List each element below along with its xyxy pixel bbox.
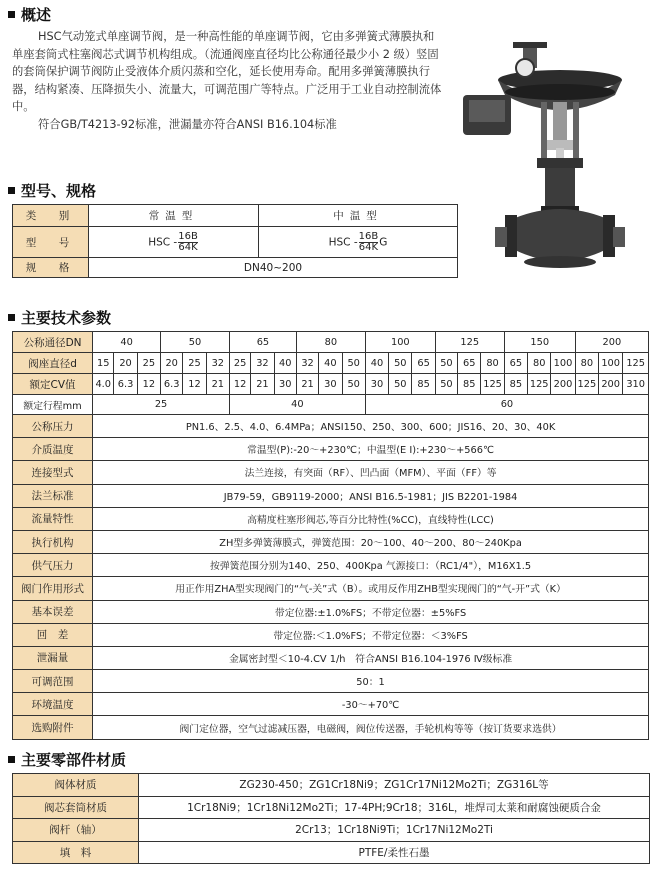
row-label: 阀杆（轴）	[13, 819, 139, 842]
standard-paragraph: 符合GB/T4213-92标准，泄漏量亦符合ANSI B16.104标准	[38, 117, 337, 131]
cell: 常温型	[89, 205, 259, 227]
cell: 125	[623, 353, 649, 374]
row-label: 基本误差	[13, 600, 93, 623]
square-bullet-icon	[8, 314, 15, 321]
cell: 12	[229, 374, 250, 395]
row-label: 规 格	[13, 258, 89, 278]
cell: 40	[365, 353, 388, 374]
row-label: 类 别	[13, 205, 89, 227]
fraction-numerator: 16B	[178, 230, 198, 242]
cell: 25	[137, 353, 160, 374]
row-value: 用正作用ZHA型实现阀门的“气-关”式（B）。或用反作用ZHB型实现阀门的“气-开”式（K）	[93, 577, 649, 600]
pressure-fraction	[178, 232, 198, 253]
row-value: 1Cr18Ni9；1Cr18Ni12Mo2Ti；17-4PH;9Cr18；316L，堆焊司太莱和耐腐蚀硬质合金	[139, 796, 650, 819]
table-row	[13, 796, 650, 819]
fraction-numerator: 16B	[358, 230, 379, 242]
model-code-normal	[89, 227, 259, 258]
model-suffix: G	[379, 236, 388, 248]
cell: 80	[528, 353, 551, 374]
row-label: 回 差	[13, 623, 93, 646]
table-row	[13, 693, 649, 716]
cell: 50	[435, 374, 457, 395]
row-value: 50：1	[93, 670, 649, 693]
cell: 50	[389, 374, 412, 395]
cell: 65	[458, 353, 481, 374]
row-label: 阀门作用形式	[13, 577, 93, 600]
cell: 4.0	[93, 374, 114, 395]
cell: 25	[229, 353, 250, 374]
cell: 20	[161, 353, 183, 374]
cell: 21	[206, 374, 229, 395]
row-label: 环境温度	[13, 693, 93, 716]
row-label: 型 号	[13, 227, 89, 258]
row-value: 带定位器:＜1.0%FS；不带定位器：＜3%FS	[93, 623, 649, 646]
pressure-fraction	[359, 232, 379, 253]
row-label: 供气压力	[13, 554, 93, 577]
cell: 125	[435, 332, 504, 353]
row-value: 金属密封型＜10-4.CV 1/h 符合ANSI B16.104-1976 Ⅳ级标准	[93, 646, 649, 669]
fraction-denominator: 64K	[178, 241, 198, 253]
table-row	[13, 554, 649, 577]
cell: 50	[342, 374, 365, 395]
row-label: 执行机构	[13, 530, 93, 553]
cell: 85	[504, 374, 527, 395]
params-heading: 主要技术参数	[8, 307, 111, 328]
cell: 21	[251, 374, 274, 395]
row-label: 可调范围	[13, 670, 93, 693]
cell: 50	[435, 353, 457, 374]
cell: 85	[458, 374, 481, 395]
cell: 15	[93, 353, 114, 374]
cell: 30	[274, 374, 296, 395]
row-value: 2Cr13；1Cr18Ni9Ti；1Cr17Ni12Mo2Ti	[139, 819, 650, 842]
cell: 85	[412, 374, 435, 395]
cell: 32	[251, 353, 274, 374]
row-label: 泄漏量	[13, 646, 93, 669]
fraction-denominator: 64K	[358, 241, 379, 253]
cell: 100	[365, 332, 435, 353]
cell: 50	[161, 332, 230, 353]
row-label: 流量特性	[13, 507, 93, 530]
cell: 65	[412, 353, 435, 374]
cell: 中温型	[259, 205, 458, 227]
cell: 30	[365, 374, 388, 395]
table-row	[13, 438, 649, 461]
cell: 65	[229, 332, 296, 353]
row-label: 阀座直径d	[13, 353, 93, 374]
overview-text	[12, 28, 442, 133]
materials-heading: 主要零部件材质	[8, 749, 126, 770]
row-value: 带定位器:±1.0%FS；不带定位器：±5%FS	[93, 600, 649, 623]
table-row	[13, 623, 649, 646]
cell: 200	[599, 374, 623, 395]
cell: 150	[504, 332, 575, 353]
cell: 125	[481, 374, 504, 395]
table-row	[13, 353, 649, 374]
cell: 200	[575, 332, 648, 353]
table-row	[13, 332, 649, 353]
row-label: 阀芯套筒材质	[13, 796, 139, 819]
row-value: PTFE/柔性石墨	[139, 841, 650, 864]
cell: 12	[183, 374, 206, 395]
cell: 6.3	[161, 374, 183, 395]
model-table	[12, 204, 458, 278]
table-row	[13, 205, 458, 227]
table-row	[13, 646, 649, 669]
model-prefix: HSC -	[328, 236, 358, 248]
table-row	[13, 577, 649, 600]
model-code-mid	[259, 227, 458, 258]
cell: 40	[319, 353, 342, 374]
square-bullet-icon	[8, 11, 15, 18]
table-row	[13, 227, 458, 258]
table-row	[13, 600, 649, 623]
cell: 40	[229, 395, 365, 415]
table-row	[13, 530, 649, 553]
cell: 125	[575, 374, 598, 395]
cell: 40	[274, 353, 296, 374]
cell: 80	[296, 332, 365, 353]
table-row	[13, 507, 649, 530]
pneumatic-valve-image	[455, 40, 645, 280]
row-value: 阀门定位器，空气过滤减压器，电磁阀，阀位传送器，手轮机构等等（按订货要求选供）	[93, 716, 649, 739]
overview-paragraph: HSC气动笼式单座调节阀，是一种高性能的单座调节阀，它由多弹簧式薄膜执和单座套筒式柱塞阀芯式调节机构组成。（流通阀座直径均比公称通径最少小 2 级）竖固的套筒保护调节阀防止受液体介质闪蒸和空化，延长使用寿命。配用多弹簧薄膜执行器，结构紧凑、压降损失小、流量大，可调范围广等特点。广泛用于工业自动控制流体中。	[12, 30, 442, 113]
params-table	[12, 331, 649, 740]
cell: 100	[599, 353, 623, 374]
cell: 25	[183, 353, 206, 374]
cell: 125	[528, 374, 551, 395]
cell: 310	[623, 374, 649, 395]
square-bullet-icon	[8, 756, 15, 763]
table-row	[13, 774, 650, 797]
table-row	[13, 670, 649, 693]
table-row	[13, 374, 649, 395]
row-value: JB79-59，GB9119-2000；ANSI B16.5-1981；JIS B2201-1984	[93, 484, 649, 507]
cell: 65	[504, 353, 527, 374]
materials-table	[12, 773, 650, 864]
row-label: 额定CV值	[13, 374, 93, 395]
row-label: 连接型式	[13, 461, 93, 484]
cell: 80	[481, 353, 504, 374]
row-label: 公称通径DN	[13, 332, 93, 353]
table-row	[13, 484, 649, 507]
model-prefix: HSC -	[148, 236, 178, 248]
cell: 32	[206, 353, 229, 374]
row-label: 法兰标准	[13, 484, 93, 507]
cell: 21	[296, 374, 318, 395]
cell: 40	[93, 332, 161, 353]
row-label: 选购附件	[13, 716, 93, 739]
cell: 32	[296, 353, 318, 374]
square-bullet-icon	[8, 187, 15, 194]
table-row	[13, 716, 649, 739]
cell: 25	[93, 395, 230, 415]
cell: 100	[551, 353, 575, 374]
model-heading: 型号、规格	[8, 180, 96, 201]
row-value: 法兰连接，有突面（RF）、凹凸面（MFM）、平面（FF）等	[93, 461, 649, 484]
cell: 12	[137, 374, 160, 395]
row-label: 填 料	[13, 841, 139, 864]
overview-heading: 概述	[8, 4, 51, 25]
cell: DN40~200	[89, 258, 458, 278]
cell: 60	[365, 395, 648, 415]
table-row	[13, 461, 649, 484]
table-row	[13, 819, 650, 842]
row-value: 高精度柱塞形阀芯,等百分比特性(%CC)，直线特性(LCC)	[93, 507, 649, 530]
table-row	[13, 395, 649, 415]
row-value: -30～+70℃	[93, 693, 649, 716]
row-label: 公称压力	[13, 415, 93, 438]
cell: 200	[551, 374, 575, 395]
cell: 6.3	[114, 374, 137, 395]
row-label: 阀体材质	[13, 774, 139, 797]
row-label: 额定行程mm	[13, 395, 93, 415]
table-row	[13, 258, 458, 278]
table-row	[13, 415, 649, 438]
table-row	[13, 841, 650, 864]
cell: 30	[319, 374, 342, 395]
cell: 20	[114, 353, 137, 374]
row-value: ZH型多弹簧薄膜式，弹簧范围：20～100、40～200、80～240Kpa	[93, 530, 649, 553]
row-value: ZG230-450；ZG1Cr18Ni9；ZG1Cr17Ni12Mo2Ti；ZG316L等	[139, 774, 650, 797]
cell: 80	[575, 353, 598, 374]
cell: 50	[389, 353, 412, 374]
row-value: 常温型(P):-20～+230℃；中温型(E I):+230～+566℃	[93, 438, 649, 461]
row-label: 介质温度	[13, 438, 93, 461]
row-value: 按弹簧范围分别为140、250、400Kpa 气源接口：（RC1/4"），M16X1.5	[93, 554, 649, 577]
row-value: PN1.6、2.5、4.0、6.4MPa；ANSI150、250、300、600；JIS16、20、30、40K	[93, 415, 649, 438]
cell: 50	[342, 353, 365, 374]
